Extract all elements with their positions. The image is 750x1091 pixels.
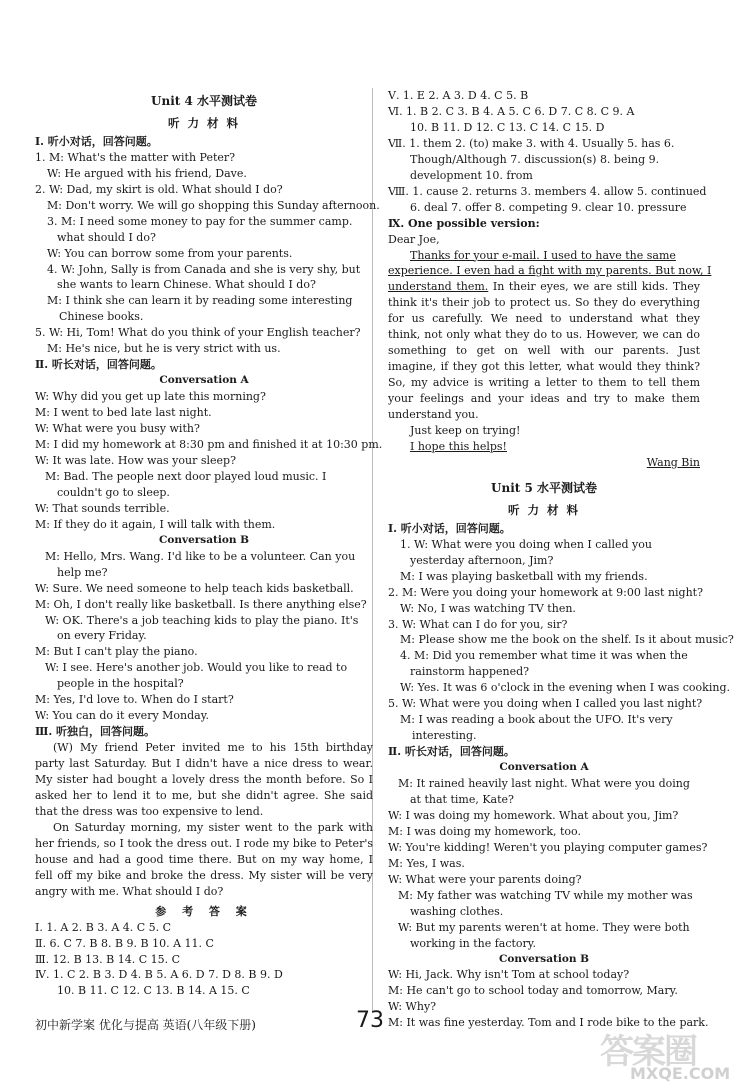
answer-row: Ⅵ. 1. B 2. C 3. B 4. A 5. C 6. D 7. C 8. C 9. A <box>388 104 635 118</box>
dialogue-line: W: Why did you get up late this morning? <box>35 390 266 404</box>
letter-line-underlined: Thanks for your e-mail. I used to have the same <box>410 248 676 262</box>
answer-row: Ⅶ. 1. them 2. (to) make 3. with 4. Usually 5. has 6. <box>388 136 675 150</box>
dialogue-line: 3. M: I need some money to pay for the summer camp. what should I do? <box>47 214 353 244</box>
letter-body <box>388 279 700 423</box>
monologue-paragraph: On Saturday morning, my sister went to the park with her friends, so I took the dress out. I rode my bike to Peter's house and had a good time there. But on my way home, I fell off my bike and broke the dress. My sister will be very angry with me. What should I do? <box>35 820 373 898</box>
dialogue-line: W: That sounds terrible. <box>35 501 170 515</box>
dialogue-line: M: He's nice, but he is very strict with us. <box>47 342 281 356</box>
dialogue-line: W: I was doing my homework. What about you, Jim? <box>388 808 679 822</box>
dialogue-line: M: It was fine yesterday. Tom and I rode bike to the park. <box>388 1016 709 1030</box>
letter-body-text: In their eyes, we are still kids. They think it's their job to protect us. So they do everything for us carefully. We need to understand what they think, not only what they do to us. However, we can do something to get on well with our parents. Just imagine, if they got this letter, what would they think? So, my advice is writing a letter to them to tell them your feelings and your ideas and try to make them understand you. <box>388 280 700 422</box>
section-heading: Ⅰ. 听小对话，回答问题。 <box>388 521 511 535</box>
dialogue-line: W: Sure. We need someone to help teach kids basketball. <box>35 581 354 595</box>
answer-row: development 10. from <box>410 168 533 182</box>
dialogue-line: W: You're kidding! Weren't you playing computer games? <box>388 840 708 854</box>
letter-greeting: Dear Joe, <box>388 232 440 246</box>
dialogue-line: M: I think she can learn it by reading some interesting Chinese books. <box>47 294 353 324</box>
dialogue-line: W: Yes. It was 6 o'clock in the evening when I was cooking. <box>400 681 730 695</box>
dialogue-line: M: Please show me the book on the shelf. Is it about music? <box>400 633 734 647</box>
unit5-title: Unit 5 水平测试卷 <box>491 480 597 495</box>
unit4-title: Unit 4 水平测试卷 <box>151 94 257 108</box>
conversation-heading: Conversation A <box>159 374 249 387</box>
dialogue-line: M: Hello, Mrs. Wang. I'd like to be a volunteer. Can you help me? <box>45 549 356 579</box>
answer-row: Ⅴ. 1. E 2. A 3. D 4. C 5. B <box>388 89 529 102</box>
dialogue-line: 3. W: What can I do for you, sir? <box>388 617 568 631</box>
answer-key-title: 参 考 答 案 <box>155 904 253 918</box>
right-column <box>388 88 734 1031</box>
dialogue-line: W: I see. Here's another job. Would you like to read to people in the hospital? <box>45 661 348 691</box>
watermark-logo <box>600 1024 740 1084</box>
answer-row: Ⅱ. 6. C 7. B 8. B 9. B 10. A 11. C <box>35 936 214 950</box>
dialogue-line: W: Why? <box>388 1000 437 1014</box>
answer-row: Ⅷ. 1. cause 2. returns 3. members 4. allow 5. continued <box>388 184 707 198</box>
dialogue-line: M: My father was watching TV while my mother was washing clothes. <box>398 888 693 918</box>
dialogue-line: 2. M: Were you doing your homework at 9:00 last night? <box>388 585 704 599</box>
watermark-text: 答案圈 <box>600 1032 696 1072</box>
dialogue-line: W: No, I was watching TV then. <box>400 601 576 615</box>
monologue-paragraph: (W) My friend Peter invited me to his 15th birthday party last Saturday. But I didn't have a nice dress to wear. My sister had bought a lovely dress the month before. So I asked her to lend it to me, but she didn't agree. She said that the dress was too expensive to lend. <box>35 741 373 818</box>
answer-row: 10. B 11. C 12. C 13. B 14. A 15. C <box>57 984 250 998</box>
dialogue-line: M: It rained heavily last night. What were you doing at that time, Kate? <box>398 777 690 806</box>
answer-row: Though/Although 7. discussion(s) 8. being 9. <box>410 152 660 166</box>
left-column <box>35 84 383 999</box>
dialogue-line: 5. W: What were you doing when I called you last night? <box>388 697 703 711</box>
answer-row: Ⅰ. 1. A 2. B 3. A 4. C 5. C <box>35 920 172 934</box>
conversation-heading: Conversation A <box>499 761 589 774</box>
dialogue-line: M: If they do it again, I will talk with them. <box>35 517 276 531</box>
section-heading: Ⅸ. One possible version: <box>388 216 540 230</box>
dialogue-line: W: It was late. How was your sleep? <box>35 453 236 467</box>
section-heading: Ⅱ. 听长对话，回答问题。 <box>388 745 515 759</box>
dialogue-line: W: But my parents weren't at home. They were both working in the factory. <box>398 920 690 950</box>
dialogue-line: W: What were your parents doing? <box>388 872 582 886</box>
dialogue-line: M: He can't go to school today and tomorrow, Mary. <box>388 984 678 998</box>
letter-closing: Just keep on trying! <box>410 424 521 438</box>
dialogue-line: M: I was reading a book about the UFO. It's very interesting. <box>400 713 673 743</box>
letter-line-underlined: understand them. <box>388 280 489 294</box>
dialogue-line: W: You can do it every Monday. <box>35 709 209 723</box>
dialogue-line: W: Hi, Jack. Why isn't Tom at school today? <box>388 968 630 982</box>
dialogue-line: M: I went to bed late last night. <box>35 406 212 420</box>
dialogue-line: 4. M: Did you remember what time it was when the rainstorm happened? <box>400 649 688 679</box>
dialogue-line: W: OK. There's a job teaching kids to play the piano. It's on every Friday. <box>45 613 359 643</box>
watermark-url: MXQE.COM <box>630 1064 731 1083</box>
answer-row: 10. B 11. D 12. C 13. C 14. C 15. D <box>410 120 605 134</box>
dialogue-line: W: You can borrow some from your parents. <box>47 246 293 260</box>
dialogue-line: 4. W: John, Sally is from Canada and she is very shy, but she wants to learn Chinese. What should I do? <box>47 262 361 292</box>
dialogue-line: 1. M: What's the matter with Peter? <box>35 150 236 164</box>
dialogue-line: M: Bad. The people next door played loud music. I couldn't go to sleep. <box>45 469 327 499</box>
letter-signature: Wang Bin <box>646 455 700 469</box>
dialogue-line: M: Oh, I don't really like basketball. Is there anything else? <box>35 597 367 611</box>
dialogue-line: 5. W: Hi, Tom! What do you think of your English teacher? <box>35 326 361 340</box>
conversation-heading: Conversation B <box>158 533 250 546</box>
answer-row: Ⅲ. 12. B 13. B 14. C 15. C <box>35 952 181 966</box>
dialogue-line: W: What were you busy with? <box>35 422 200 436</box>
page-number: 73 <box>356 1008 384 1033</box>
dialogue-line: M: Yes, I'd love to. When do I start? <box>35 693 234 707</box>
dialogue-line: 1. W: What were you doing when I called you yesterday afternoon, Jim? <box>400 537 652 567</box>
dialogue-line: M: Don't worry. We will go shopping this Sunday afternoon. <box>47 198 380 212</box>
dialogue-line: M: I did my homework at 8:30 pm and finished it at 10:30 pm. <box>35 438 383 452</box>
letter-closing: I hope this helps! <box>410 439 507 453</box>
dialogue-line: M: Yes, I was. <box>388 856 465 870</box>
dialogue-line: W: He argued with his friend, Dave. <box>47 166 247 180</box>
conversation-heading: Conversation B <box>498 952 590 965</box>
listening-material-title: 听 力 材 料 <box>167 115 240 130</box>
dialogue-line: M: But I can't play the piano. <box>35 645 198 659</box>
answer-row: 6. deal 7. offer 8. competing 9. clear 10. pressure <box>410 200 687 214</box>
dialogue-line: M: I was playing basketball with my friends. <box>400 569 648 583</box>
section-heading: Ⅲ. 听独白，回答问题。 <box>35 725 156 739</box>
dialogue-line: 2. W: Dad, my skirt is old. What should I do? <box>35 182 283 196</box>
footer-book-title: 初中新学案 优化与提高 英语(八年级下册) <box>35 1018 256 1032</box>
section-heading: Ⅱ. 听长对话，回答问题。 <box>35 358 162 372</box>
dialogue-line: M: I was doing my homework, too. <box>388 824 581 838</box>
answer-row: Ⅳ. 1. C 2. B 3. D 4. B 5. A 6. D 7. D 8. B 9. D <box>35 968 283 982</box>
listening-material-title: 听 力 材 料 <box>507 502 580 517</box>
section-heading: Ⅰ. 听小对话，回答问题。 <box>35 134 158 148</box>
letter-line-underlined: experience. I even had a fight with my parents. But now, I <box>388 264 712 278</box>
